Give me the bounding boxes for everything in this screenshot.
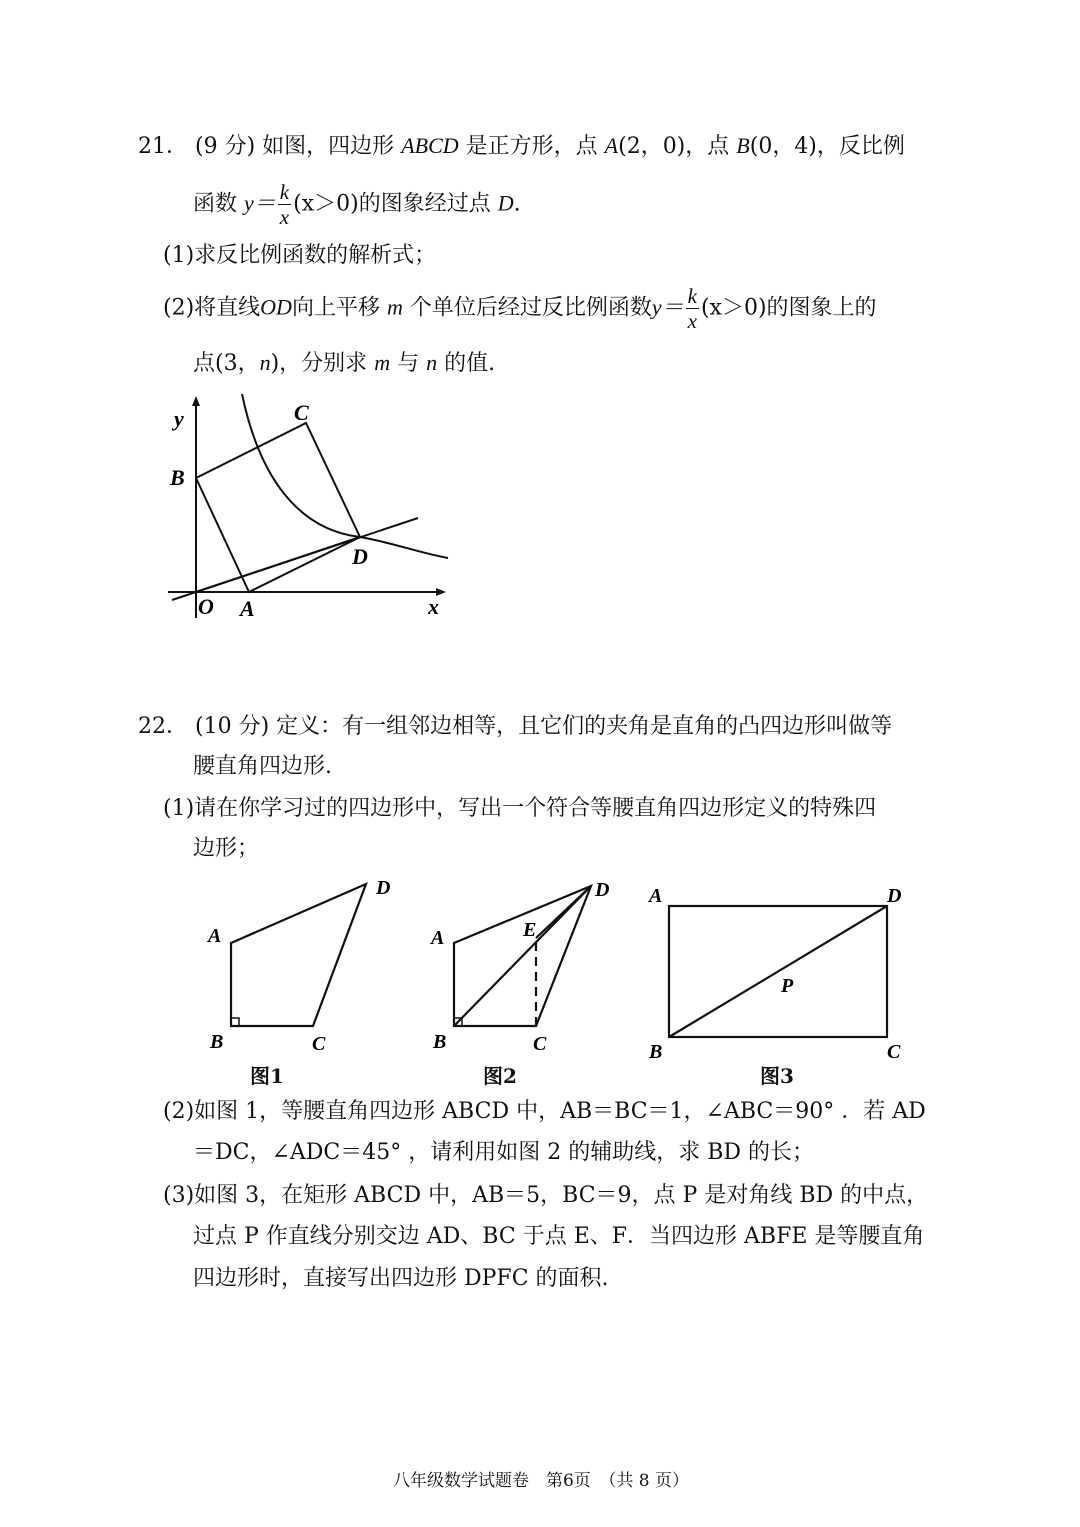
q21-text: 如图，四边形 xyxy=(262,134,395,159)
label-a: A xyxy=(240,596,255,621)
segment-ed xyxy=(536,886,591,938)
q22-part1-line2: 边形； xyxy=(193,836,260,861)
diagonal-bd xyxy=(454,886,591,1026)
q22-part3-line1: (3)如图 3，在矩形 ABCD 中，AB＝5，BC＝9，点 P 是对角线 BD 的中点， xyxy=(163,1183,929,1208)
q22-part2-line2: ＝DC，∠ADC＝45° ，请利用如图 2 的辅助线，求 BD 的长； xyxy=(193,1140,815,1165)
label-c: C xyxy=(533,1033,547,1052)
q22-part3-line3: 四边形时，直接写出四边形 DPFC 的面积. xyxy=(193,1266,609,1291)
q21-text: 向上平移 xyxy=(291,295,380,321)
page-footer: 八年级数学试题卷 第6页 （共 8 页） xyxy=(393,1471,689,1491)
square-abcd xyxy=(196,423,360,592)
q21-figure xyxy=(160,390,460,630)
figure-2 xyxy=(425,872,630,1052)
right-angle-icon xyxy=(231,1018,239,1026)
label-d: D xyxy=(595,879,610,901)
label-b: B xyxy=(649,1041,663,1062)
label-p: P xyxy=(781,975,794,997)
q21-condition: (x＞0) xyxy=(700,295,767,321)
q21-text: B xyxy=(736,133,750,158)
frac-numerator: k xyxy=(687,284,697,308)
q21-text: 与 xyxy=(397,351,420,376)
q21-text: 点(3， xyxy=(193,351,260,376)
label-d: D xyxy=(352,544,368,569)
label-x: x xyxy=(428,594,439,619)
label-c: C xyxy=(294,400,309,425)
q21-formula: y＝ xyxy=(651,294,684,320)
q21-part1: (1)求反比例函数的解析式； xyxy=(163,243,437,268)
q21-text: 个单位后经过反比例函数 xyxy=(409,295,652,321)
label-c: C xyxy=(887,1041,901,1062)
label-c: C xyxy=(312,1033,326,1052)
q21-stem-line1 xyxy=(138,131,905,162)
label-b: B xyxy=(210,1031,224,1052)
label-a: A xyxy=(649,885,663,907)
q21-stem-line2 xyxy=(193,180,521,229)
q21-text: (0，4)，反比例 xyxy=(749,134,905,159)
q21-text: n xyxy=(426,350,438,375)
q21-text: 是正方形，点 xyxy=(465,134,598,159)
figure-3-caption: 图3 xyxy=(760,1064,794,1088)
q22-part3-line2: 过点 P 作直线分别交边 AD、BC 于点 E、F．当四边形 ABFE 是等腰直角 xyxy=(193,1224,925,1249)
label-a: A xyxy=(431,927,445,949)
hyperbola-curve xyxy=(242,394,448,558)
label-b: B xyxy=(433,1031,447,1052)
q21-condition: (x＞0) xyxy=(293,191,359,217)
q21-text: ABCD xyxy=(401,133,459,158)
diagonal-bd xyxy=(669,906,887,1037)
label-o: O xyxy=(198,594,214,619)
figure-3 xyxy=(645,872,915,1062)
q21-text: D xyxy=(497,190,514,216)
q21-text: n xyxy=(259,350,271,375)
q21-score: (9 分) xyxy=(195,134,256,159)
label-d: D xyxy=(887,885,902,907)
q21-part2-line2 xyxy=(193,348,495,379)
q21-text: 的值. xyxy=(444,351,496,376)
fraction-k-over-x xyxy=(278,180,291,229)
figure-1-caption: 图1 xyxy=(250,1064,284,1088)
fraction-k-over-x xyxy=(686,284,699,333)
q22-part1-line1: (1)请在你学习过的四边形中，写出一个符合等腰直角四边形定义的特殊四 xyxy=(163,796,877,821)
label-a: A xyxy=(208,925,222,947)
q21-text: 的图象经过点 xyxy=(358,191,491,217)
frac-denominator: x xyxy=(279,205,290,229)
label-y: y xyxy=(174,406,184,431)
q22-score: (10 分) xyxy=(195,714,270,739)
shifted-line xyxy=(172,518,418,600)
label-d: D xyxy=(376,877,391,899)
q22-text: 定义：有一组邻边相等，且它们的夹角是直角的凸四边形叫做等 xyxy=(276,714,893,739)
frac-denominator: x xyxy=(687,309,697,333)
y-axis-arrow-icon xyxy=(192,396,200,406)
figure-2-caption: 图2 xyxy=(483,1064,517,1088)
q21-text: A xyxy=(604,133,619,158)
q21-number: 21． xyxy=(138,134,188,159)
q22-stem-line1 xyxy=(138,712,892,742)
frac-numerator: k xyxy=(279,180,290,204)
quad-abcd xyxy=(231,884,366,1026)
q21-text: 函数 xyxy=(193,191,238,217)
q21-text: (2)将直线 xyxy=(163,295,261,321)
q21-text: m xyxy=(386,294,403,320)
label-e: E xyxy=(523,919,537,941)
q21-text: OD xyxy=(260,294,292,320)
q21-part2-line1 xyxy=(163,284,877,333)
q21-text: (2，0)，点 xyxy=(618,134,730,159)
q21-text: . xyxy=(513,191,521,217)
q21-text: m xyxy=(374,350,391,375)
q21-formula: y＝ xyxy=(244,190,276,216)
q22-part2-line1: (2)如图 1，等腰直角四边形 ABCD 中，AB＝BC＝1，∠ABC＝90° ．若 AD xyxy=(163,1099,926,1124)
q21-text: )，分别求 xyxy=(270,351,368,376)
label-b: B xyxy=(170,465,185,490)
q22-stem-line2: 腰直角四边形. xyxy=(193,754,332,779)
q21-text: 的图象上的 xyxy=(766,295,877,321)
figure-1 xyxy=(200,872,410,1052)
q22-number: 22． xyxy=(138,714,188,739)
